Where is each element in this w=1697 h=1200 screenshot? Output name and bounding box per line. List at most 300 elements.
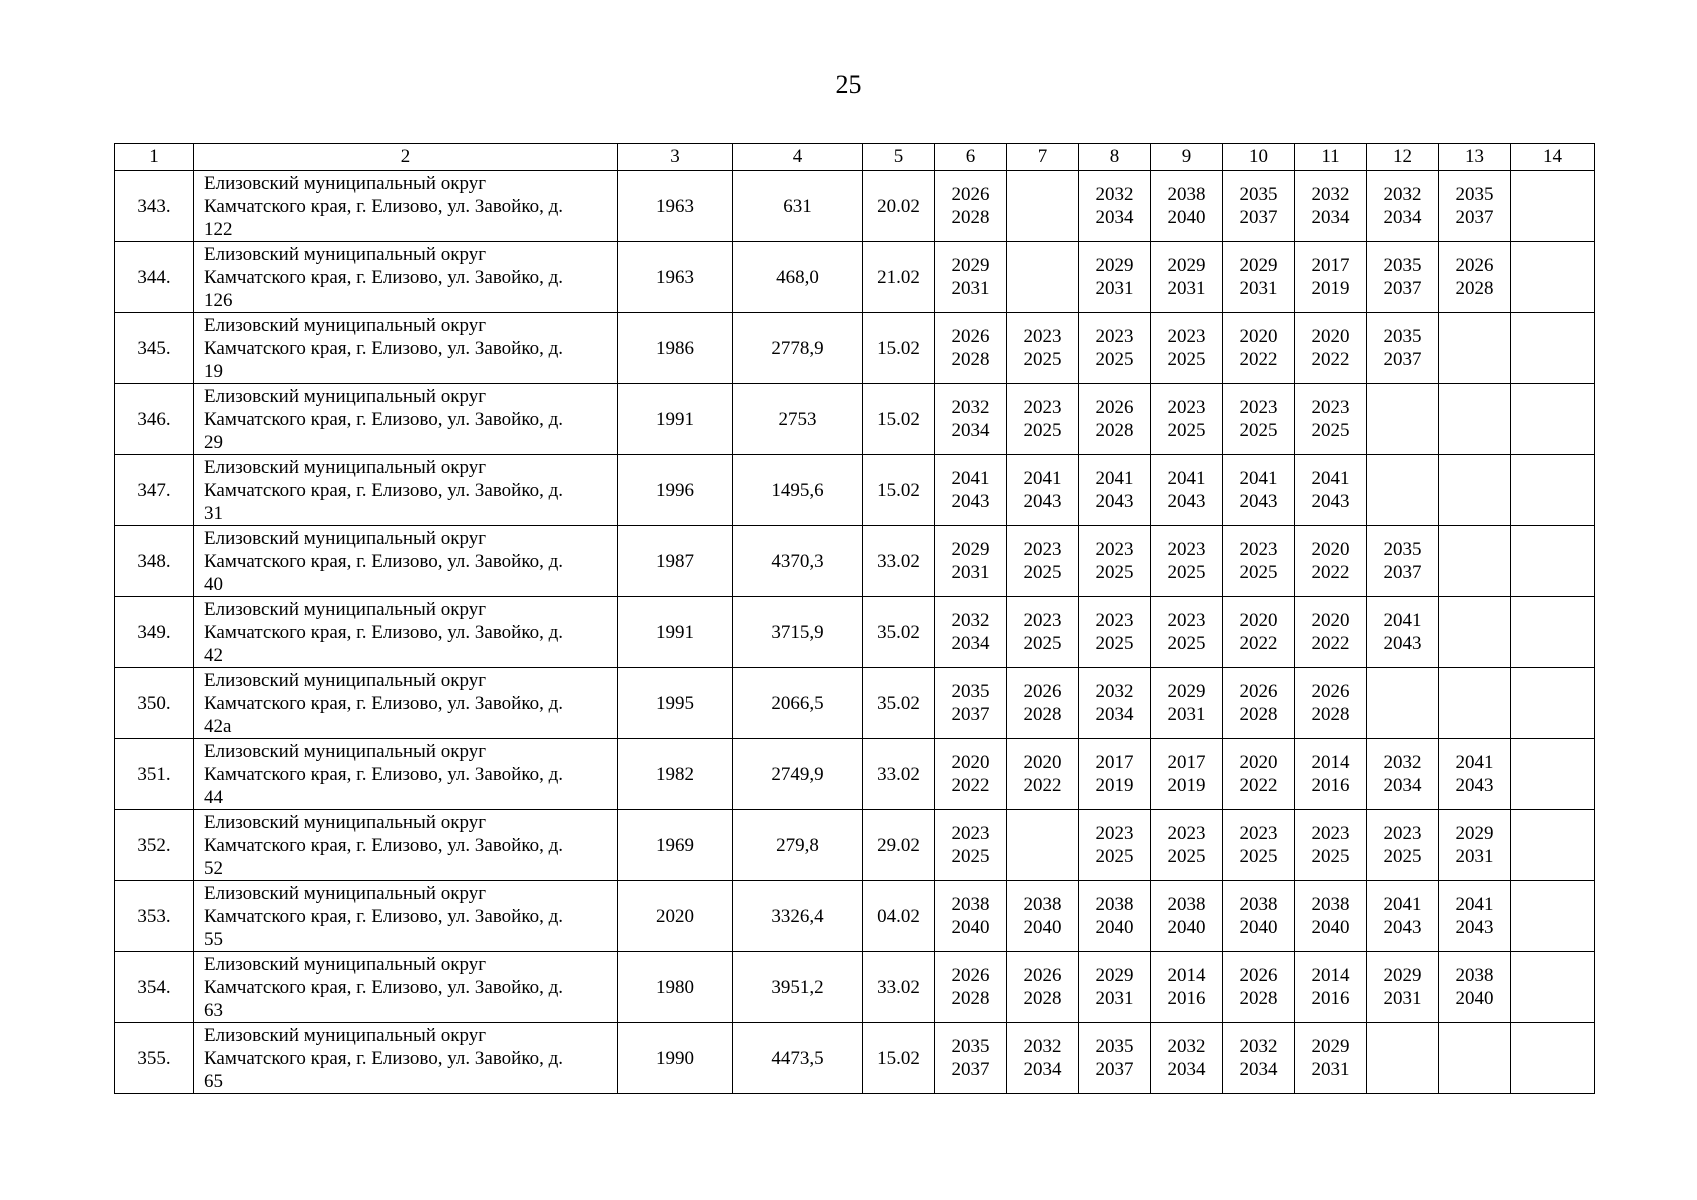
period-year: 2034 (1023, 1059, 1062, 1080)
period-cell (1151, 384, 1223, 455)
address-cell (194, 171, 618, 242)
period-cell (1007, 668, 1079, 739)
period-cell (1079, 242, 1151, 313)
period-cell (1511, 171, 1595, 242)
period-cell (1295, 597, 1367, 668)
period-year: 2031 (1311, 1059, 1350, 1080)
address-line: Елизовский муниципальный округ (204, 953, 486, 975)
table-row (115, 952, 1595, 1023)
period-year: 2023 (1023, 610, 1062, 631)
row-number-cell: 351. (115, 739, 194, 810)
period-year: 2029 (1167, 681, 1206, 702)
table-row (115, 810, 1595, 881)
period-cell (1367, 313, 1439, 384)
period-year: 2038 (1455, 965, 1494, 986)
period-cell (935, 597, 1007, 668)
period-year: 2043 (1167, 491, 1206, 512)
address-line: 52 (204, 857, 223, 879)
period-year: 2043 (1383, 633, 1422, 654)
code-cell: 33.02 (863, 739, 935, 810)
address-line: Елизовский муниципальный округ (204, 740, 486, 762)
period-cell (935, 242, 1007, 313)
address-line: Камчатского края, г. Елизово, ул. Завойко, д. (204, 266, 564, 288)
period-year: 2032 (1311, 184, 1350, 205)
code-cell: 35.02 (863, 597, 935, 668)
period-year: 2020 (1239, 610, 1278, 631)
period-year: 2028 (1023, 988, 1062, 1009)
column-header: 4 (733, 144, 863, 171)
period-cell (1079, 739, 1151, 810)
period-cell (1295, 881, 1367, 952)
period-year: 2032 (1095, 184, 1134, 205)
row-number-cell: 347. (115, 455, 194, 526)
period-year: 2023 (1167, 539, 1206, 560)
period-year: 2029 (1095, 965, 1134, 986)
period-cell (1151, 455, 1223, 526)
period-cell (1367, 1023, 1439, 1094)
period-year: 2016 (1167, 988, 1206, 1009)
address-cell (194, 810, 618, 881)
address-cell (194, 739, 618, 810)
address-cell (194, 242, 618, 313)
address-line: Елизовский муниципальный округ (204, 456, 486, 478)
period-cell (1151, 668, 1223, 739)
period-cell (1439, 881, 1511, 952)
period-year: 2032 (951, 397, 990, 418)
address-line: Елизовский муниципальный округ (204, 314, 486, 336)
period-year: 2041 (1023, 468, 1062, 489)
period-year: 2031 (1455, 846, 1494, 867)
address-line: Камчатского края, г. Елизово, ул. Завойко, д. (204, 621, 564, 643)
period-year: 2022 (1239, 775, 1278, 796)
period-year: 2035 (1383, 326, 1422, 347)
row-number-cell: 349. (115, 597, 194, 668)
period-year: 2025 (1167, 846, 1206, 867)
construction-year-cell: 1986 (618, 313, 733, 384)
period-year: 2034 (1095, 704, 1134, 725)
period-year: 2037 (951, 704, 990, 725)
period-cell (1439, 668, 1511, 739)
period-year: 2031 (1167, 704, 1206, 725)
period-cell (1511, 242, 1595, 313)
table-row (115, 881, 1595, 952)
period-cell (1151, 597, 1223, 668)
period-year: 2022 (1023, 775, 1062, 796)
period-year: 2034 (1167, 1059, 1206, 1080)
period-cell (1439, 1023, 1511, 1094)
period-cell (1439, 739, 1511, 810)
period-year: 2043 (951, 491, 990, 512)
period-cell (1007, 313, 1079, 384)
period-year: 2029 (1383, 965, 1422, 986)
period-cell (935, 384, 1007, 455)
page-number: 25 (835, 70, 862, 99)
period-year: 2026 (1239, 681, 1278, 702)
row-number-cell: 343. (115, 171, 194, 242)
period-year: 2037 (951, 1059, 990, 1080)
period-cell (1367, 810, 1439, 881)
code-cell: 04.02 (863, 881, 935, 952)
period-year: 2041 (1383, 610, 1422, 631)
period-year: 2014 (1311, 752, 1350, 773)
period-year: 2023 (1023, 326, 1062, 347)
area-cell: 279,8 (733, 810, 863, 881)
period-year: 2043 (1095, 491, 1134, 512)
period-year: 2029 (1095, 255, 1134, 276)
period-year: 2038 (1167, 894, 1206, 915)
period-cell (1223, 810, 1295, 881)
period-year: 2022 (1239, 633, 1278, 654)
period-year: 2041 (951, 468, 990, 489)
period-cell (1295, 1023, 1367, 1094)
period-year: 2035 (951, 1036, 990, 1057)
column-header: 2 (194, 144, 618, 171)
table-row (115, 526, 1595, 597)
period-cell (1295, 952, 1367, 1023)
period-cell (1367, 597, 1439, 668)
table-row (115, 668, 1595, 739)
register-table (114, 143, 1595, 1094)
period-year: 2037 (1095, 1059, 1134, 1080)
period-year: 2032 (1239, 1036, 1278, 1057)
period-year: 2026 (1095, 397, 1134, 418)
period-year: 2034 (951, 633, 990, 654)
period-cell (1295, 242, 1367, 313)
row-number-cell: 344. (115, 242, 194, 313)
address-line: Камчатского края, г. Елизово, ул. Завойко, д. (204, 905, 564, 927)
period-year: 2022 (1311, 562, 1350, 583)
period-cell (1367, 668, 1439, 739)
period-year: 2025 (1095, 846, 1134, 867)
period-cell (1151, 526, 1223, 597)
column-header: 3 (618, 144, 733, 171)
period-year: 2028 (951, 988, 990, 1009)
period-cell (1439, 384, 1511, 455)
area-cell: 4473,5 (733, 1023, 863, 1094)
code-cell: 15.02 (863, 384, 935, 455)
row-number-cell: 353. (115, 881, 194, 952)
period-cell (1079, 597, 1151, 668)
period-cell (1007, 242, 1079, 313)
period-cell (935, 810, 1007, 881)
code-cell: 35.02 (863, 668, 935, 739)
period-year: 2023 (1239, 397, 1278, 418)
construction-year-cell: 1996 (618, 455, 733, 526)
period-cell (1439, 952, 1511, 1023)
period-year: 2023 (1311, 397, 1350, 418)
address-cell (194, 313, 618, 384)
period-year: 2034 (1311, 207, 1350, 228)
period-cell (1439, 242, 1511, 313)
period-year: 2038 (1167, 184, 1206, 205)
period-year: 2023 (1095, 610, 1134, 631)
column-header: 10 (1223, 144, 1295, 171)
period-year: 2020 (1311, 610, 1350, 631)
period-year: 2032 (1383, 752, 1422, 773)
column-header: 9 (1151, 144, 1223, 171)
period-cell (1295, 384, 1367, 455)
period-year: 2016 (1311, 775, 1350, 796)
period-cell (1007, 739, 1079, 810)
period-year: 2035 (1239, 184, 1278, 205)
code-cell: 33.02 (863, 526, 935, 597)
period-year: 2037 (1383, 278, 1422, 299)
address-line: Камчатского края, г. Елизово, ул. Завойко, д. (204, 692, 564, 714)
period-year: 2041 (1455, 894, 1494, 915)
table-row (115, 242, 1595, 313)
period-cell (935, 952, 1007, 1023)
address-line: Камчатского края, г. Елизово, ул. Завойко, д. (204, 763, 564, 785)
period-year: 2025 (1023, 633, 1062, 654)
period-cell (1079, 1023, 1151, 1094)
area-cell: 2066,5 (733, 668, 863, 739)
period-year: 2041 (1455, 752, 1494, 773)
period-year: 2025 (1095, 349, 1134, 370)
period-cell (935, 739, 1007, 810)
period-year: 2034 (951, 420, 990, 441)
period-year: 2023 (1167, 397, 1206, 418)
period-year: 2025 (1167, 633, 1206, 654)
period-cell (1079, 455, 1151, 526)
period-cell (935, 668, 1007, 739)
address-line: 55 (204, 928, 223, 950)
period-cell (1079, 881, 1151, 952)
address-line: Камчатского края, г. Елизово, ул. Завойко, д. (204, 195, 564, 217)
column-header: 8 (1079, 144, 1151, 171)
table-body (115, 171, 1595, 1094)
period-cell (1223, 668, 1295, 739)
period-cell (1223, 384, 1295, 455)
period-year: 2037 (1455, 207, 1494, 228)
period-cell (1223, 242, 1295, 313)
row-number-cell: 355. (115, 1023, 194, 1094)
period-year: 2028 (1095, 420, 1134, 441)
period-year: 2029 (1239, 255, 1278, 276)
period-year: 2025 (1311, 420, 1350, 441)
period-year: 2025 (1239, 562, 1278, 583)
row-number-cell: 352. (115, 810, 194, 881)
period-year: 2041 (1095, 468, 1134, 489)
period-cell (1511, 668, 1595, 739)
period-cell (935, 881, 1007, 952)
address-line: Камчатского края, г. Елизово, ул. Завойко, д. (204, 337, 564, 359)
period-year: 2020 (1311, 326, 1350, 347)
table-row (115, 739, 1595, 810)
address-line: Елизовский муниципальный округ (204, 882, 486, 904)
period-cell (1151, 1023, 1223, 1094)
period-year: 2035 (1095, 1036, 1134, 1057)
construction-year-cell: 1991 (618, 597, 733, 668)
period-year: 2028 (1239, 988, 1278, 1009)
period-cell (1079, 668, 1151, 739)
address-line: Камчатского края, г. Елизово, ул. Завойко, д. (204, 1047, 564, 1069)
period-year: 2026 (1023, 681, 1062, 702)
period-year: 2032 (1023, 1036, 1062, 1057)
construction-year-cell: 1990 (618, 1023, 733, 1094)
period-cell (1511, 810, 1595, 881)
period-cell (1007, 455, 1079, 526)
address-cell (194, 384, 618, 455)
row-number-cell: 348. (115, 526, 194, 597)
period-cell (1007, 597, 1079, 668)
period-year: 2037 (1383, 349, 1422, 370)
column-header: 13 (1439, 144, 1511, 171)
period-year: 2028 (1023, 704, 1062, 725)
area-cell: 468,0 (733, 242, 863, 313)
period-year: 2038 (951, 894, 990, 915)
period-cell (1151, 171, 1223, 242)
period-year: 2023 (1095, 823, 1134, 844)
period-year: 2028 (1311, 704, 1350, 725)
column-header: 6 (935, 144, 1007, 171)
address-line: 19 (204, 360, 223, 382)
table-row (115, 171, 1595, 242)
period-year: 2035 (1383, 255, 1422, 276)
period-year: 2026 (1239, 965, 1278, 986)
period-cell (1007, 881, 1079, 952)
period-cell (1367, 242, 1439, 313)
address-cell (194, 455, 618, 526)
address-line: Камчатского края, г. Елизово, ул. Завойко, д. (204, 834, 564, 856)
period-cell (1223, 171, 1295, 242)
period-year: 2022 (1311, 349, 1350, 370)
period-cell (1295, 171, 1367, 242)
period-year: 2035 (951, 681, 990, 702)
period-year: 2016 (1311, 988, 1350, 1009)
address-line: 44 (204, 786, 223, 808)
period-year: 2040 (1095, 917, 1134, 938)
period-cell (1511, 1023, 1595, 1094)
period-year: 2022 (951, 775, 990, 796)
address-line: Камчатского края, г. Елизово, ул. Завойко, д. (204, 479, 564, 501)
period-year: 2020 (951, 752, 990, 773)
period-year: 2040 (1167, 917, 1206, 938)
period-year: 2025 (1167, 349, 1206, 370)
period-year: 2031 (1239, 278, 1278, 299)
period-year: 2023 (1023, 397, 1062, 418)
period-year: 2034 (1239, 1059, 1278, 1080)
period-year: 2032 (1383, 184, 1422, 205)
period-year: 2032 (1167, 1036, 1206, 1057)
period-year: 2026 (1023, 965, 1062, 986)
address-line: 40 (204, 573, 223, 595)
period-year: 2023 (1023, 539, 1062, 560)
period-cell (1223, 739, 1295, 810)
table-row (115, 313, 1595, 384)
area-cell: 1495,6 (733, 455, 863, 526)
period-cell (1151, 810, 1223, 881)
period-year: 2019 (1167, 775, 1206, 796)
address-cell (194, 597, 618, 668)
period-year: 2032 (951, 610, 990, 631)
period-year: 2031 (1167, 278, 1206, 299)
table-row (115, 455, 1595, 526)
address-line: 122 (204, 218, 233, 240)
address-line: 126 (204, 289, 233, 311)
period-year: 2025 (1239, 420, 1278, 441)
period-cell (1079, 171, 1151, 242)
period-year: 2034 (1383, 207, 1422, 228)
period-year: 2043 (1311, 491, 1350, 512)
period-year: 2038 (1095, 894, 1134, 915)
period-year: 2025 (1383, 846, 1422, 867)
period-cell (1007, 1023, 1079, 1094)
period-year: 2031 (1383, 988, 1422, 1009)
column-number-row (115, 144, 1595, 171)
period-year: 2023 (1239, 539, 1278, 560)
period-cell (1079, 526, 1151, 597)
period-cell (1295, 313, 1367, 384)
period-year: 2041 (1239, 468, 1278, 489)
period-cell (1079, 313, 1151, 384)
area-cell: 2749,9 (733, 739, 863, 810)
address-line: 65 (204, 1070, 223, 1092)
period-cell (1079, 810, 1151, 881)
period-year: 2028 (1239, 704, 1278, 725)
period-year: 2023 (1383, 823, 1422, 844)
period-year: 2031 (951, 562, 990, 583)
period-year: 2040 (1455, 988, 1494, 1009)
construction-year-cell: 1987 (618, 526, 733, 597)
row-number-cell: 354. (115, 952, 194, 1023)
period-cell (1295, 739, 1367, 810)
period-year: 2031 (1095, 988, 1134, 1009)
period-year: 2028 (951, 349, 990, 370)
period-cell (1007, 810, 1079, 881)
period-cell (1223, 526, 1295, 597)
period-year: 2041 (1311, 468, 1350, 489)
row-number-cell: 346. (115, 384, 194, 455)
period-year: 2043 (1455, 917, 1494, 938)
column-header: 14 (1511, 144, 1595, 171)
period-year: 2041 (1383, 894, 1422, 915)
address-cell (194, 526, 618, 597)
construction-year-cell: 1995 (618, 668, 733, 739)
period-cell (1007, 526, 1079, 597)
period-year: 2037 (1239, 207, 1278, 228)
period-year: 2025 (1023, 420, 1062, 441)
code-cell: 33.02 (863, 952, 935, 1023)
period-year: 2026 (951, 184, 990, 205)
column-header: 1 (115, 144, 194, 171)
construction-year-cell: 2020 (618, 881, 733, 952)
address-line: Елизовский муниципальный округ (204, 243, 486, 265)
area-cell: 2778,9 (733, 313, 863, 384)
period-cell (1367, 455, 1439, 526)
period-cell (1439, 313, 1511, 384)
period-year: 2019 (1095, 775, 1134, 796)
column-header: 5 (863, 144, 935, 171)
period-year: 2017 (1311, 255, 1350, 276)
table-row (115, 597, 1595, 668)
address-line: Камчатского края, г. Елизово, ул. Завойко, д. (204, 550, 564, 572)
period-cell (1439, 597, 1511, 668)
table-row (115, 384, 1595, 455)
period-cell (1367, 952, 1439, 1023)
period-cell (1007, 384, 1079, 455)
period-year: 2025 (1023, 349, 1062, 370)
period-cell (1511, 384, 1595, 455)
period-cell (1367, 881, 1439, 952)
area-cell: 3951,2 (733, 952, 863, 1023)
period-year: 2020 (1023, 752, 1062, 773)
period-year: 2028 (1455, 278, 1494, 299)
period-cell (1079, 952, 1151, 1023)
construction-year-cell: 1963 (618, 242, 733, 313)
address-line: Елизовский муниципальный округ (204, 527, 486, 549)
address-line: 31 (204, 502, 223, 524)
address-line: Камчатского края, г. Елизово, ул. Завойко, д. (204, 408, 564, 430)
